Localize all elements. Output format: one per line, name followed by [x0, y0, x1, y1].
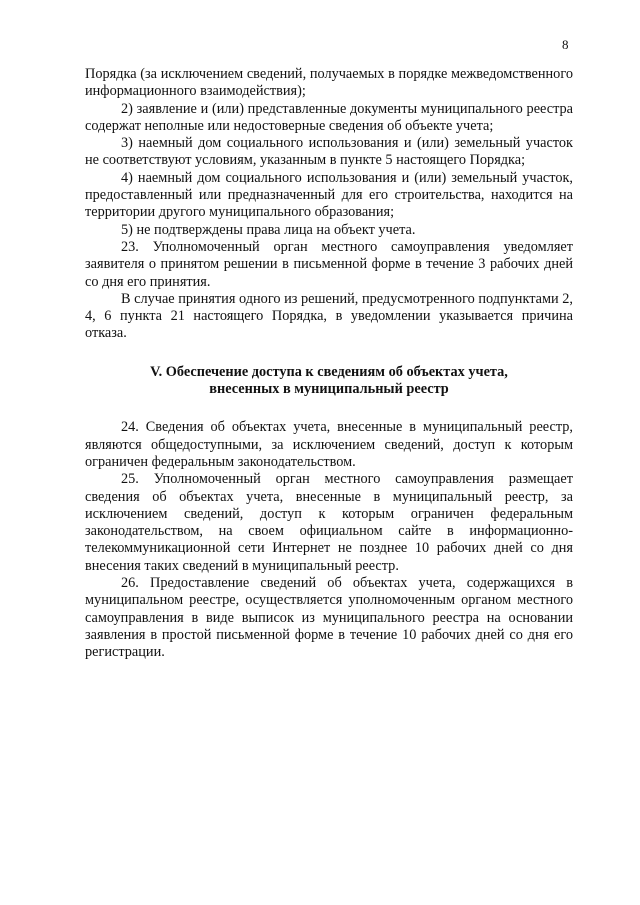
- document-body: [85, 66, 573, 662]
- paragraph-item-3: 3) наемный дом социального использования и (или) земельный участок не соответствуют условиям, указанным в пункте 5 настоящего Порядка;: [85, 135, 573, 169]
- paragraph-24: 24. Сведения об объектах учета, внесенные в муниципальный реестр, являются общедоступными, за исключением сведений, доступ к которым ограничен федеральным законодательством.: [85, 419, 573, 470]
- paragraph-item-4: 4) наемный дом социального использования и (или) земельный участок, предоставленный или предназначенный для его строительства, находится на территории другого муниципального образования;: [85, 169, 573, 221]
- paragraph-refusal-reason: В случае принятия одного из решений, предусмотренного подпунктами 2, 4, 6 пункта 21 настоящего Порядка, в уведомлении указывается причина отказа.: [85, 290, 573, 342]
- paragraph-26: 26. Предоставление сведений об объектах учета, содержащихся в муниципальном реестре, осуществляется уполномоченным органом местного самоуправления в виде выписок из муниципального реестра на основании заявления в простой письменной форме в течение 10 рабочих дней со дня его регистрации.: [85, 575, 573, 661]
- paragraph-item-2: 2) заявление и (или) представленные документы муниципального реестра содержат неполные или недостоверные сведения об объекте учета;: [85, 100, 573, 134]
- section-heading: V. Обеспечение доступа к сведениям об объектах учета, внесенных в муниципальный реестр: [150, 363, 508, 398]
- paragraph-25: 25. Уполномоченный орган местного самоуправления размещает сведения об объектах учета, внесенные в муниципальный реестр, за исключением сведений, доступ к которым ограничен федеральным законодательством, на своем официальном сайте в информационно-телекоммуникационной сети Интернет не позднее 10 рабочих дней со дня внесения таких сведений в муниципальный реестр.: [85, 471, 573, 574]
- paragraph-23: 23. Уполномоченный орган местного самоуправления уведомляет заявителя о принятом решении в письменной форме в течение 3 рабочих дней со дня его принятия.: [85, 238, 573, 290]
- paragraph-item-5: 5) не подтверждены права лица на объект учета.: [121, 221, 416, 238]
- paragraph-continuation: Порядка (за исключением сведений, получаемых в порядке межведомственного информационного взаимодействия);: [85, 66, 573, 100]
- page-number: 8: [562, 37, 569, 52]
